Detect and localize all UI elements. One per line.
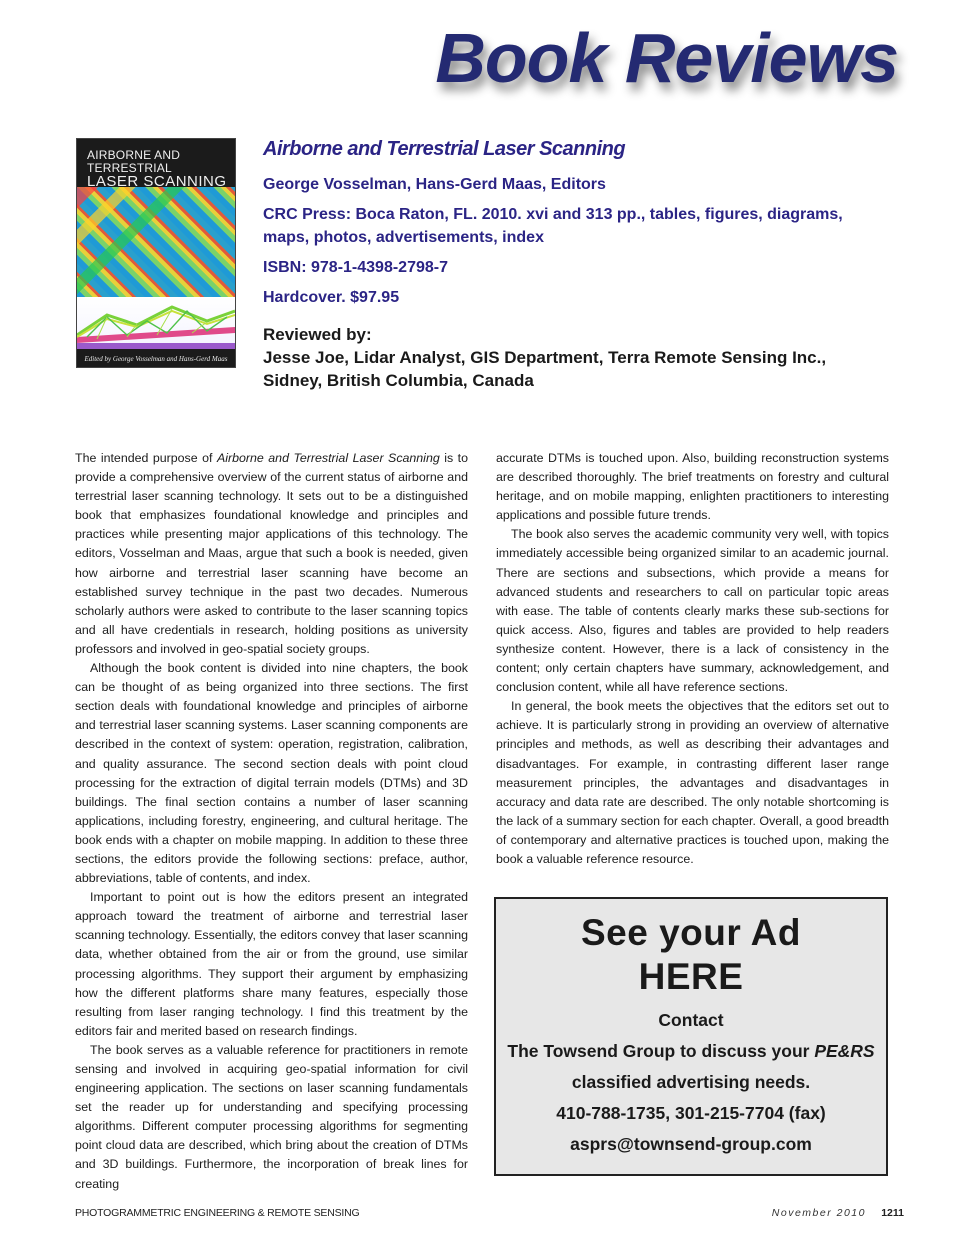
page-footer — [75, 1207, 904, 1225]
ad-towsend-line: The Towsend Group to discuss your PE&RS — [507, 1041, 875, 1061]
review-paragraph: Although the book content is divided into nine chapters, the book can be thought of as being organized into three sections. The first section deals with foundational knowledge and principles of airborne and terrestrial laser scanning systems. Laser scanning components are described in the context of system: operation, registration, calibration, and quality assurance. The second section deals with point cloud processing for the extraction of digital terrain models (DTMs) and 3D buildings. The final section contains a number of laser scanning applications, including forestry, engineering, and cultural heritage. The book ends with a chapter on mobile mapping. In addition to these three sections, the editors provide the following sections: preface, author, abbreviations, table of contents, and index. — [75, 661, 468, 886]
review-paragraph: accurate DTMs is touched upon. Also, building reconstruction systems are described thoroughly. The brief treatments on forestry and cultural heritage, and on mobile mapping, enlighten practitioners to interesting applications and possible future trends. — [496, 451, 889, 523]
book-editors: George Vosselman, Hans-Gerd Maas, Editors — [263, 176, 606, 193]
book-title: Airborne and Terrestrial Laser Scanning — [263, 138, 626, 160]
review-paragraph: Important to point out is how the editors present an integrated approach toward the treatment of airborne and terrestrial laser scanning technology. Essentially, the editors convey that laser scanning data, whether obtained from the air or from the ground, use similar processing algorithms. They support their argument by emphasizing how the different platforms share many features, especially those resulting from laser ranging technology. I find this treatment by the editors fair and merited based on research findings. — [75, 890, 468, 1038]
cover-title-line1: AIRBORNE AND TERRESTRIAL — [87, 148, 181, 175]
review-paragraph: The book also serves the academic community very well, with topics immediately accessible being organized similar to an academic journal. There are sections and subsections, which provide a means for advanced students and researchers to call on particular topic areas with ease. The table of contents clearly marks these sub-sections for quick access. Also, figures and tables are provided to help readers synthesize content. However, there is a lack of consistency in the content; only certain chapters have summary, acknowledgement, and conclusion content, while all have reference sections. — [496, 527, 889, 695]
book-cover-image — [76, 138, 236, 368]
ad-email[interactable]: asprs@townsend-group.com — [570, 1134, 812, 1154]
reviewed-by-label: Reviewed by: — [263, 325, 372, 344]
cover-city-scan-image — [77, 187, 235, 297]
ad-contact-label: Contact — [658, 1010, 724, 1030]
advertisement-box — [494, 897, 888, 1176]
cover-title — [87, 149, 229, 190]
review-column-left — [75, 449, 468, 1194]
reviewer-block — [263, 323, 883, 392]
ad-phone: 410-788-1735, 301-215-7704 (fax) — [556, 1103, 826, 1123]
reviewer-name: Jesse Joe, Lidar Analyst, GIS Department, Terra Remote Sensing Inc., Sidney, British Columbia, Canada — [263, 348, 827, 390]
book-isbn: ISBN: 978-1-4398-2798-7 — [263, 259, 448, 276]
review-column-right — [496, 449, 889, 869]
footer-journal-name: PHOTOGRAMMETRIC ENGINEERING & REMOTE SENSING — [75, 1207, 360, 1219]
review-paragraph: The book serves as a valuable reference for practitioners in remote sensing and involved in acquiring geo-spatial information for civil engineering application. The sections on laser scanning fundamentals set the reader up for understanding and specifying processing algorithms. Different computer processing algorithms for segmenting point cloud data are described, which bring about the creation of DTMs and 3D buildings. Furthermore, the incorporation of break lines for creating — [75, 1042, 468, 1191]
footer-page-number: 1211 — [881, 1207, 904, 1219]
footer-date: November 2010 — [771, 1207, 866, 1219]
cover-editors: Edited by George Vosselman and Hans-Gerd Maas — [84, 355, 228, 363]
review-paragraph: In general, the book meets the objectives that the editors set out to achieve. It is particularly strong in providing an overview of alternative principles and methods, as well as describing their advantages and disadvantages. For example, in contrasting different laser range measurement principles, the advantages and disadvantages in accuracy and data rate are described. The only notable shortcoming is the lack of a summary section for each chapter. Overall, a good breadth of contemporary and alternative practices is touched upon, making the book a valuable reference resource. — [496, 699, 889, 866]
book-price: Hardcover. $97.95 — [263, 289, 400, 306]
book-info — [263, 138, 883, 392]
ad-needs-line: classified advertising needs. — [571, 1072, 811, 1092]
ad-headline: See your Ad HERE — [580, 912, 802, 997]
cover-bridge-graphic — [77, 297, 235, 349]
book-publisher: CRC Press: Boca Raton, FL. 2010. xvi and 313 pp., tables, figures, diagrams, maps, photos, advertisements, index — [263, 206, 843, 246]
cover-title-line2: LASER SCANNING — [87, 173, 227, 191]
review-book-title: Airborne and Terrestrial Laser Scanning — [216, 451, 440, 465]
review-paragraph: The intended purpose of Airborne and Terrestrial Laser Scanning is to provide a comprehensive overview of the current status of airborne and terrestrial laser scanning technology. It sets out to be a distinguished book that emphasizes foundational knowledge and principles and practices while presenting major applications of this technology. The editors, Vosselman and Maas, argue that such a book is needed, given how airborne and terrestrial laser scanning have become an established survey technique in the past two decades. Numerous scholarly authors were asked to contribute to the laser scanning topics and all have credentials in research, holding positions as university professors and involved in geo-spatial society groups. — [75, 451, 468, 656]
masthead-title: Book Reviews — [435, 19, 898, 97]
